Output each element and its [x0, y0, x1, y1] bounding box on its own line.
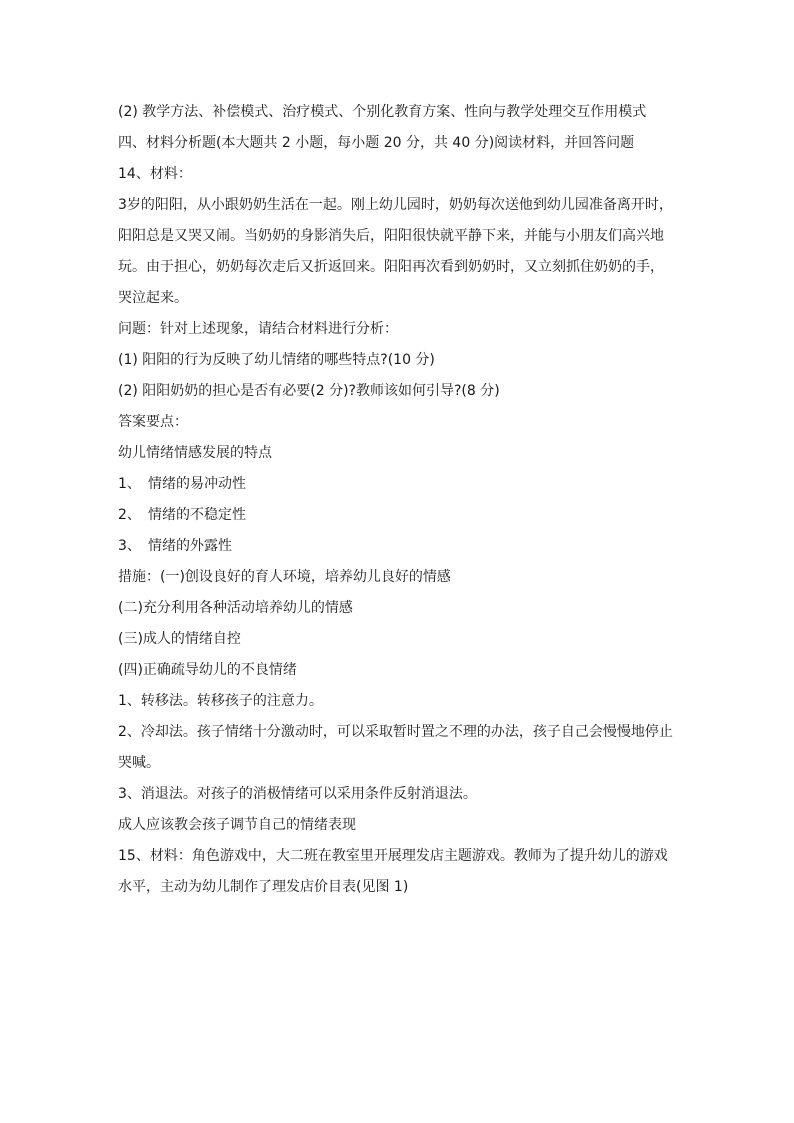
method-line: 1、转移法。转移孩子的注意力。 — [118, 693, 323, 709]
q15-line: 15、材料：角色游戏中，大二班在教室里开展理发店主题游戏。教师为了提升幼儿的游戏 — [118, 848, 668, 864]
question-intro: 问题：针对上述现象，请结合材料进行分析： — [118, 321, 398, 337]
measure-item: (三)成人的情绪自控 — [118, 631, 241, 647]
method-line: 3、消退法。对孩子的消极情绪可以采用条件反射消退法。 — [118, 786, 477, 802]
feature-text: 情绪的易冲动性 — [148, 476, 246, 492]
q15-material — [118, 846, 678, 897]
document-body — [118, 102, 678, 908]
measure-item: (四)正确疏导幼儿的不良情绪 — [118, 662, 297, 678]
material-line: 3岁的阳阳，从小跟奶奶生活在一起。刚上幼儿园时，奶奶每次送他到幼儿园准备离开时， — [118, 197, 673, 213]
q14-material — [118, 195, 678, 308]
measure-item: (二)充分利用各种活动培养幼儿的情感 — [118, 600, 353, 616]
closing-statement: 成人应该教会孩子调节自己的情绪表现 — [118, 817, 356, 833]
material-line: 哭泣起来。 — [118, 290, 188, 306]
method-line: 2、冷却法。孩子情绪十分激动时，可以采取暂时置之不理的办法，孩子自己会慢慢地停止 — [118, 724, 673, 740]
feature-number: 1、 — [118, 476, 141, 492]
feature-item — [118, 474, 678, 494]
feature-item — [118, 536, 678, 556]
feature-number: 3、 — [118, 538, 141, 554]
method-line: 哭喊。 — [118, 755, 160, 771]
question-item: (2) 阳阳奶奶的担心是否有必要(2 分)?教师该如何引导?(8 分) — [118, 383, 500, 399]
features-heading: 幼儿情绪情感发展的特点 — [118, 445, 272, 461]
question-item: (1) 阳阳的行为反映了幼儿情绪的哪些特点?(10 分) — [118, 352, 435, 368]
measure-item: 措施：(一)创设良好的育人环境，培养幼儿良好的情感 — [118, 569, 451, 585]
q15-line: 水平，主动为幼儿制作了理发店价目表(见图 1) — [118, 879, 409, 895]
q13-answer-tail: (2) 教学方法、补偿模式、治疗模式、个别化教育方案、性向与教学处理交互作用模式 — [118, 104, 647, 120]
material-line: 阳阳总是又哭又闹。当奶奶的身影消失后，阳阳很快就平静下来，并能与小朋友们高兴地 — [118, 228, 664, 244]
feature-item — [118, 505, 678, 525]
feature-number: 2、 — [118, 507, 141, 523]
material-line: 玩。由于担心，奶奶每次走后又折返回来。阳阳再次看到奶奶时，又立刻抓住奶奶的手， — [118, 259, 664, 275]
feature-text: 情绪的外露性 — [148, 538, 232, 554]
section-heading: 四、材料分析题(本大题共 2 小题，每小题 20 分，共 40 分)阅读材料，并回答问题 — [118, 135, 635, 151]
feature-text: 情绪的不稳定性 — [148, 507, 246, 523]
q14-label: 14、材料： — [118, 166, 192, 182]
answer-label: 答案要点： — [118, 414, 188, 430]
